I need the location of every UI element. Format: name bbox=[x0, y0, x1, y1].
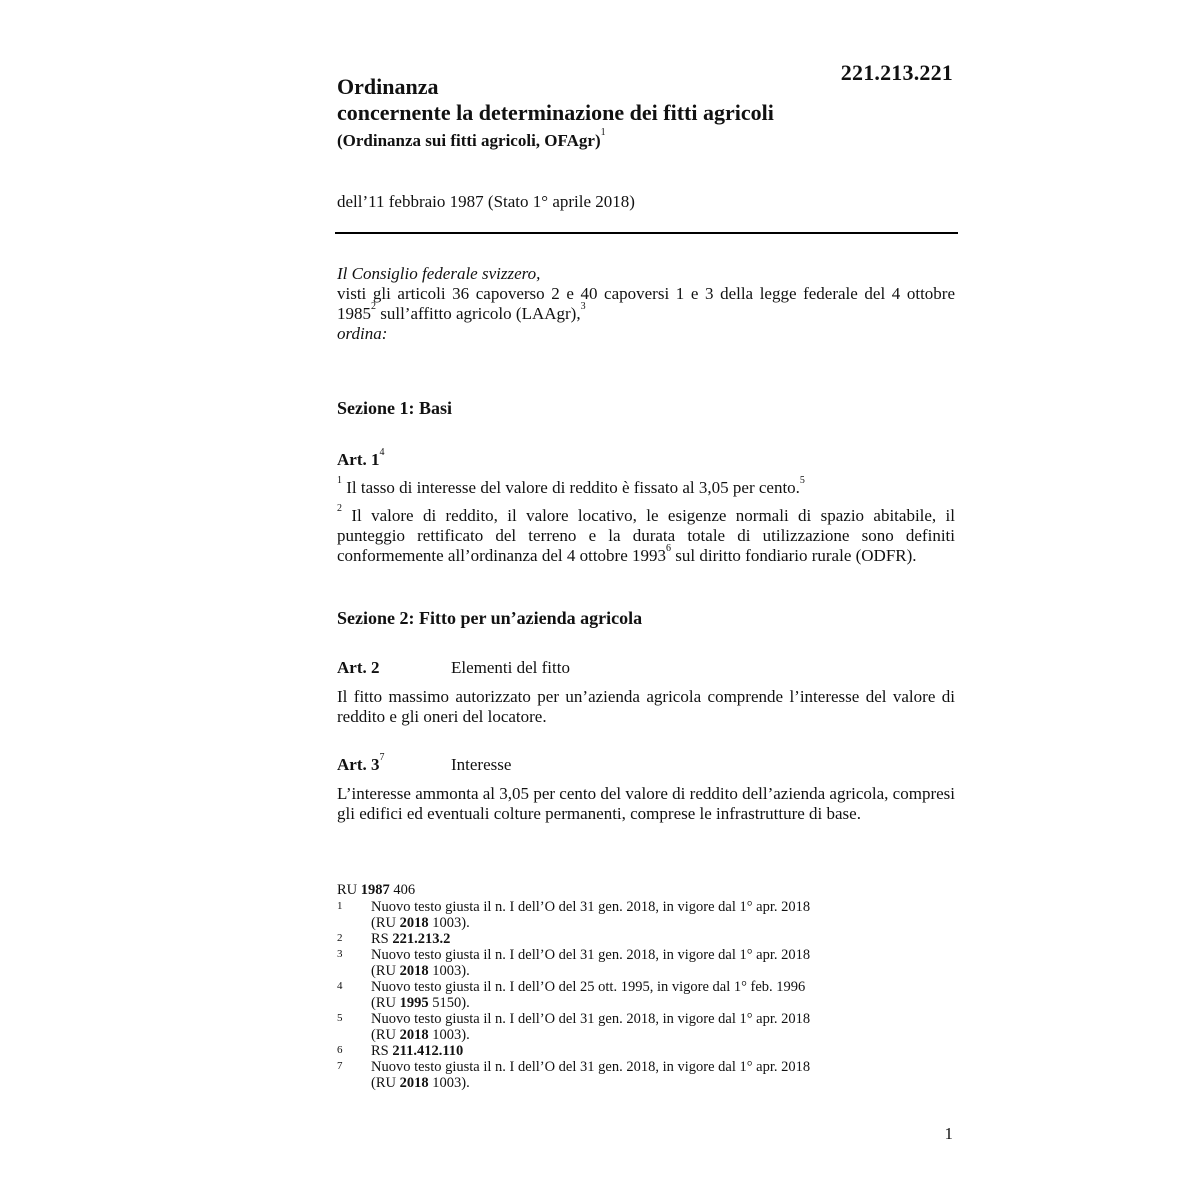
article-number-text: Art. 1 bbox=[337, 450, 380, 469]
footnote-number: 6 bbox=[337, 1044, 343, 1056]
footnote-line: Nuovo testo giusta il n. I dell’O del 31 gen. 2018, in vigore dal 1° apr. 2018 bbox=[371, 947, 811, 963]
footnote-item bbox=[337, 979, 957, 1011]
footnote-number: 7 bbox=[337, 1060, 343, 1072]
article-heading-3 bbox=[337, 752, 957, 775]
section-heading-1: Sezione 1: Basi bbox=[337, 398, 452, 418]
article-1-paragraph-1 bbox=[337, 475, 955, 498]
article-1-paragraph-2 bbox=[337, 503, 955, 566]
paragraph-text: Il valore di reddito, il valore locativo, le esigenze normali di spazio abitabile, il punteggio rettificato del terreno e la durata totale di utilizzazione sono definiti conformemente all’ordinanza del 4 ottobre 1993 bbox=[337, 506, 955, 565]
footnote-rs-number: 221.213.2 bbox=[392, 931, 451, 947]
footnote-ref[interactable]: 2 bbox=[371, 301, 376, 312]
footnote-ru-year: 2018 bbox=[399, 915, 429, 931]
footnote-text bbox=[371, 979, 957, 1011]
footnote-ref[interactable]: 5 bbox=[799, 475, 805, 486]
footnote-line: Nuovo testo giusta il n. I dell’O del 31 gen. 2018, in vigore dal 1° apr. 2018 bbox=[371, 1059, 811, 1075]
page-number: 1 bbox=[944, 1124, 953, 1143]
ru-page: 406 bbox=[389, 882, 416, 898]
footnote-rs-number: 211.412.110 bbox=[392, 1043, 464, 1059]
article-number-text: Art. 3 bbox=[337, 755, 380, 774]
footnote-ref[interactable]: 3 bbox=[580, 301, 586, 312]
title-line-1: Ordinanza bbox=[337, 74, 439, 99]
ru-prefix: RU bbox=[337, 882, 361, 898]
title-line-3 bbox=[337, 127, 897, 152]
footnote-text bbox=[371, 1011, 957, 1043]
footnote-number: 2 bbox=[337, 932, 343, 944]
footnote-line: Nuovo testo giusta il n. I dell’O del 25 ott. 1995, in vigore dal 1° feb. 1996 bbox=[371, 979, 806, 995]
footnote-item bbox=[337, 1059, 957, 1091]
article-number: Art. 2 bbox=[337, 658, 380, 677]
preamble bbox=[337, 264, 955, 344]
footnote-ref[interactable]: 6 bbox=[666, 543, 672, 554]
preamble-ordina: ordina: bbox=[337, 324, 388, 343]
footnote-text bbox=[371, 947, 957, 979]
footnote-text bbox=[371, 899, 957, 931]
footnote-ref[interactable]: 4 bbox=[379, 447, 385, 458]
footnote-number: 3 bbox=[337, 948, 343, 960]
footnote-ru-year: 1995 bbox=[399, 995, 429, 1011]
footnote-ru-close: 1003). bbox=[428, 1075, 470, 1091]
footnote-ru-open: (RU bbox=[371, 963, 400, 979]
footnote-ru-open: (RU bbox=[371, 915, 400, 931]
article-title: Elementi del fitto bbox=[451, 658, 570, 677]
footnote-ru-close: 1003). bbox=[428, 1027, 470, 1043]
footnote-text bbox=[371, 1059, 957, 1091]
footnote-text bbox=[371, 1043, 957, 1059]
footnote-number: 5 bbox=[337, 1012, 343, 1024]
sr-number: 221.213.221 bbox=[840, 60, 953, 85]
footnote-rs-prefix: RS bbox=[371, 931, 393, 947]
footnote-ru-close: 1003). bbox=[428, 915, 470, 931]
footnote-ru-open: (RU bbox=[371, 995, 400, 1011]
footnote-item bbox=[337, 947, 957, 979]
article-number bbox=[337, 447, 385, 470]
footnote-item bbox=[337, 1011, 957, 1043]
preamble-authority: Il Consiglio federale svizzero, bbox=[337, 264, 541, 283]
footnote-ref[interactable]: 1 bbox=[600, 127, 606, 138]
official-compilation-reference bbox=[337, 882, 957, 898]
footnote-ru-open: (RU bbox=[371, 1027, 400, 1043]
section-heading-2: Sezione 2: Fitto per un’azienda agricola bbox=[337, 608, 643, 628]
footnotes bbox=[337, 882, 957, 1091]
footnote-rs-prefix: RS bbox=[371, 1043, 393, 1059]
title-short-name: (Ordinanza sui fitti agricoli, OFAgr) bbox=[337, 131, 601, 150]
article-3-text: L’interesse ammonta al 3,05 per cento del valore di reddito dell’azienda agricola, compresi gli edifici ed eventuali colture permanenti, comprese le infrastrutture di base. bbox=[337, 784, 955, 823]
article-heading-1 bbox=[337, 447, 957, 470]
footnote-item bbox=[337, 931, 957, 947]
document-date: dell’11 febbraio 1987 (Stato 1° aprile 2018) bbox=[337, 192, 635, 211]
footnote-text bbox=[371, 931, 957, 947]
ru-year: 1987 bbox=[360, 882, 390, 898]
footnote-ru-open: (RU bbox=[371, 1075, 400, 1091]
paragraph-number: 1 bbox=[337, 475, 342, 486]
title-line-2: concernente la determinazione dei fitti agricoli bbox=[337, 100, 774, 125]
footnote-ru-close: 1003). bbox=[428, 963, 470, 979]
article-heading-2 bbox=[337, 658, 957, 678]
footnote-number: 1 bbox=[337, 900, 343, 912]
footnote-line: Nuovo testo giusta il n. I dell’O del 31 gen. 2018, in vigore dal 1° apr. 2018 bbox=[371, 1011, 811, 1027]
footnote-line: Nuovo testo giusta il n. I dell’O del 31 gen. 2018, in vigore dal 1° apr. 2018 bbox=[371, 899, 811, 915]
horizontal-rule bbox=[335, 232, 958, 234]
article-2-text: Il fitto massimo autorizzato per un’azienda agricola comprende l’interesse del valore di reddito e gli oneri del locatore. bbox=[337, 687, 955, 726]
article-number bbox=[337, 752, 451, 775]
document-title bbox=[337, 74, 897, 152]
paragraph-text: Il tasso di interesse del valore di reddito è fissato al 3,05 per cento. bbox=[342, 478, 800, 497]
footnote-number: 4 bbox=[337, 980, 343, 992]
footnote-ref[interactable]: 7 bbox=[379, 752, 385, 763]
footnote-ru-year: 2018 bbox=[399, 1075, 429, 1091]
footnote-ru-close: 5150). bbox=[428, 995, 470, 1011]
legal-basis-text: sull’affitto agricolo (LAAgr), bbox=[376, 304, 581, 323]
footnote-item bbox=[337, 899, 957, 931]
footnote-ru-year: 2018 bbox=[399, 963, 429, 979]
preamble-legal-basis bbox=[337, 284, 955, 324]
footnote-item bbox=[337, 1043, 957, 1059]
footnote-ru-year: 2018 bbox=[399, 1027, 429, 1043]
document-page bbox=[337, 60, 957, 1160]
legal-basis-text: visti gli articoli 36 capoverso 2 e 40 capoversi 1 e 3 della legge federale del 4 ottobre 1985 bbox=[337, 284, 955, 323]
article-title: Interesse bbox=[451, 755, 512, 774]
paragraph-number: 2 bbox=[337, 503, 342, 514]
paragraph-text: sul diritto fondiario rurale (ODFR). bbox=[671, 546, 917, 565]
